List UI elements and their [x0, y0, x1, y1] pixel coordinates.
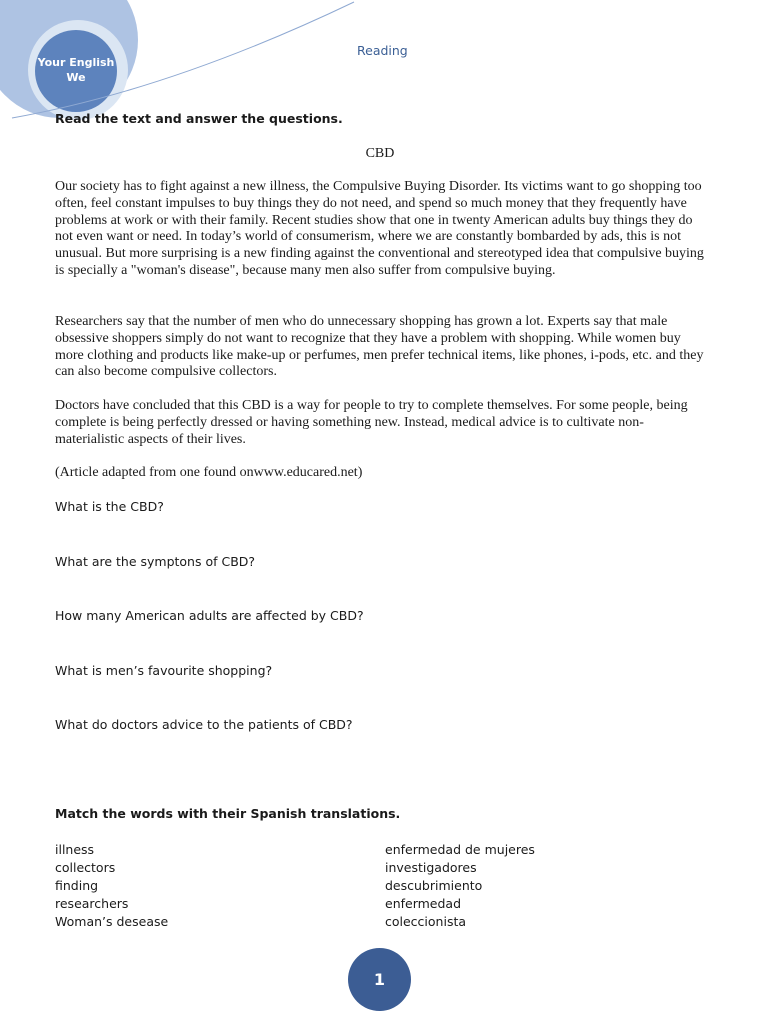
question-item: What is men’s favourite shopping? [55, 663, 273, 678]
question-item: What are the symptons of CBD? [55, 554, 256, 569]
page-number-badge [348, 948, 411, 1011]
logo-text: Your English We [37, 56, 115, 84]
english-word: Woman’s desease [55, 914, 169, 929]
article-title: CBD [365, 146, 395, 161]
english-word-list [55, 841, 168, 931]
question-item: What is the CBD? [55, 499, 164, 514]
question-item: How many American adults are affected by CBD? [55, 608, 364, 623]
english-word: finding [55, 878, 99, 893]
reading-instruction: Read the text and answer the questions. [55, 111, 343, 126]
page-number: 1 [373, 970, 386, 989]
article-source-note: (Article adapted from one found onwww.educared.net) [55, 465, 363, 480]
spanish-word: investigadores [385, 860, 477, 875]
article-paragraph: Researchers say that the number of men who do unnecessary shopping has grown a lot. Experts say that male obsessive shoppers simply do not want to recognize that they have a problem with shopping. While women buy more clothing and products like make-up or perfumes, men prefer technical items, like phones, i-pods, etc. and they can also become compulsive collectors. [55, 314, 704, 380]
english-word: collectors [55, 860, 116, 875]
spanish-word: enfermedad [385, 896, 462, 911]
spanish-word: descubrimiento [385, 878, 483, 893]
matching-instruction: Match the words with their Spanish translations. [55, 806, 401, 821]
english-word: illness [55, 842, 95, 857]
article-paragraph: Our society has to fight against a new illness, the Compulsive Buying Disorder. Its victims want to go shopping too often, feel constant impulses to buy things they do not need, and spend so much money that they frequently have problems at work or with their family. Recent studies show that one in twenty American adults buy things they do not even want or need. In today’s world of consumerism, where we are constantly bombarded by ads, this is not unusual. But more surprising is a new finding against the conventional and stereotyped idea that compulsive buying is specially a "woman's disease", because many men also suffer from compulsive buying. [55, 179, 704, 278]
spanish-word-list [385, 841, 535, 931]
english-word: researchers [55, 896, 129, 911]
article-paragraph: Doctors have concluded that this CBD is a way for people to try to complete themselves. For some people, being complete is being perfectly dressed or having something new. Instead, medical advice is to cultivate non-materialistic aspects of their lives. [55, 398, 688, 447]
spanish-word: enfermedad de mujeres [385, 842, 535, 857]
spanish-word: coleccionista [385, 914, 467, 929]
question-item: What do doctors advice to the patients of CBD? [55, 717, 353, 732]
header-title: Reading [357, 43, 408, 58]
